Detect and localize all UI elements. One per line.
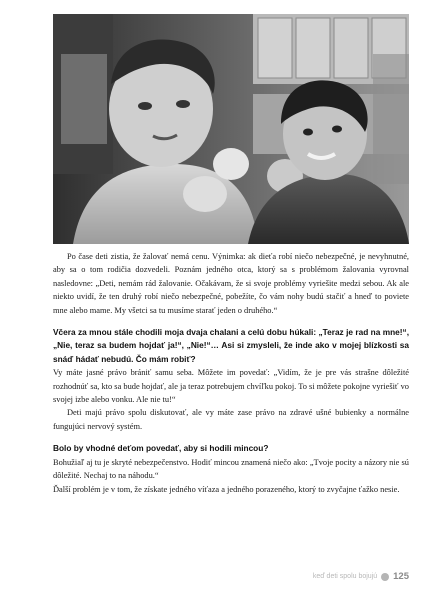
question-heading: Včera za mnou stále chodili moja dvaja chalani a celú dobu húkali: „Teraz je rad na mne!“, „Nie, teraz sa budem hojdať ja!“, „Nie!“… Asi si zmysleli, že inde ako v mojej blízkosti sa snáď hádať nebudú. Čo mám robiť?	[53, 327, 409, 364]
page-footer	[313, 571, 409, 582]
question-heading: Bolo by vhodné deťom povedať, aby si hodili mincou?	[53, 443, 269, 454]
paragraph: Vy máte jasné právo brániť samu seba. Môžete im povedať: „Vidím, že je pre vás strašne dôležité rozhodnúť sa, kto sa bude hojdať, ale ja teraz potrebujem chvíľku pokoj. To si môžete pokojne vyriešiť vo svojej izbe alebo vonku. Ale nie tu!“	[53, 368, 409, 405]
paragraph: Ďalší problém je v tom, že získate jedného víťaza a jedného porazeného, ktorý to zvyčajne ťažko nesie.	[53, 484, 400, 494]
paragraph: Bohužiaľ aj tu je skryté nebezpečenstvo. Hodiť mincou znamená niečo ako: „Tvoje pocity a názory nie sú dôležité. Nechaj to na náhodu.“	[53, 457, 409, 481]
running-title: keď deti spolu bojujú	[312, 573, 378, 580]
paragraph: Deti majú právo spolu diskutovať, ale vy máte zase právo na zdravé ušné bubienky a normálne fungujúci nervový systém.	[53, 408, 409, 431]
bullet-dot-icon	[381, 573, 389, 581]
photo-illustration	[53, 14, 409, 244]
paragraph: Po čase deti zistia, že žalovať nemá cenu. Výnimka: ak dieťa robí niečo nebezpečné, je nevyhnutné, aby sa o tom rodičia dozvedeli. Poznám jedného otca, ktorý sa s problémom žalovania vyrovnal nasledovne: „Deti, nemám rád žalovanie. Očakávam, že si svoje problémy vyriešite medzi sebou. Ak ale niekto uvidí, že ten druhý robí niečo nebezpečné, pobežíte, čo vám nohy budú stačiť a hneď to poviete mne alebo mame. My všetci sa tu musíme starať jeden o druhého.“	[53, 252, 409, 315]
page-number: 125	[393, 571, 409, 582]
article-body	[53, 250, 409, 496]
photo-two-boys-fighting	[53, 14, 409, 244]
